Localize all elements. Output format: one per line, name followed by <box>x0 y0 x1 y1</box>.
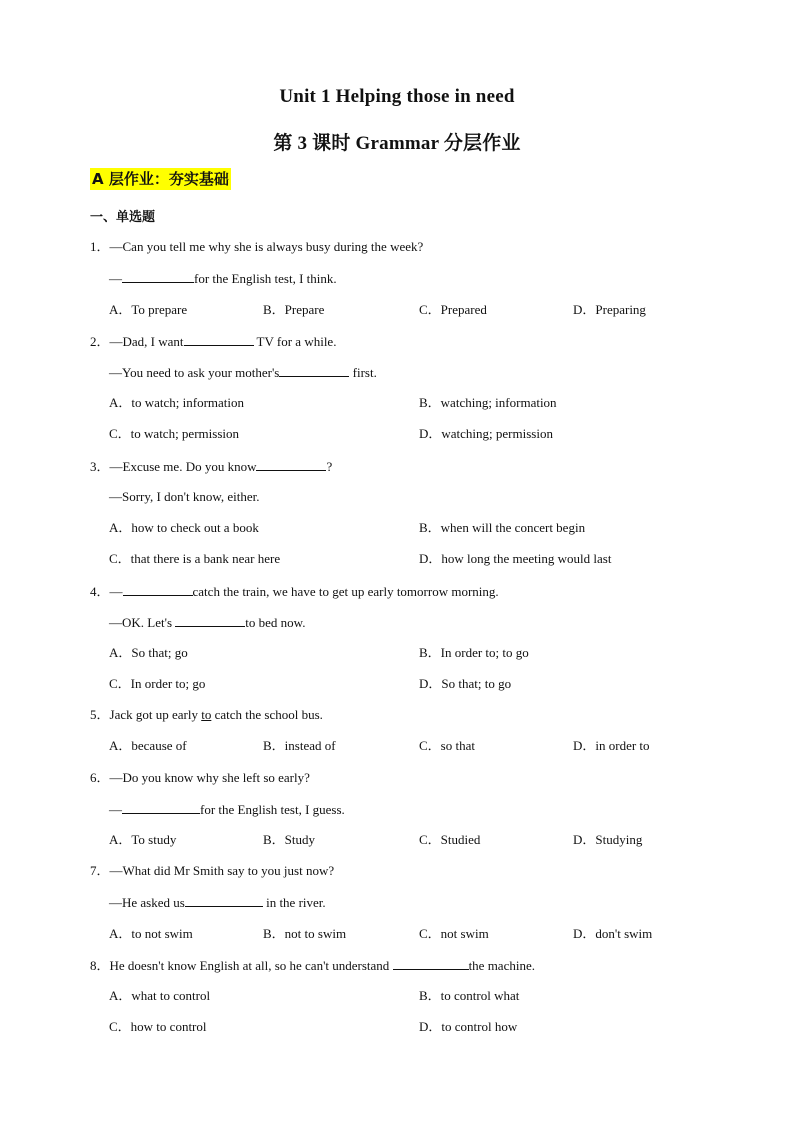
underlined-word: to <box>201 707 212 722</box>
question-7-answer <box>109 893 326 912</box>
answer-prefix: —OK. Let's <box>109 615 176 630</box>
q8-option-a[interactable]: A．what to control <box>109 988 211 1003</box>
q5-option-d[interactable]: D．in order to <box>573 738 650 753</box>
question-2-answer <box>109 363 377 382</box>
answer-blank <box>122 800 200 814</box>
answer-suffix: for the English test, I guess. <box>200 802 345 817</box>
stem-blank <box>123 582 193 596</box>
answer-prefix: — <box>109 802 122 817</box>
question-3-answer: —Sorry, I don't know, either. <box>109 489 260 504</box>
q1-option-d[interactable]: D．Preparing <box>573 302 646 317</box>
q7-option-a[interactable]: A．to not swim <box>109 926 193 941</box>
answer-blank <box>185 893 263 907</box>
question-number: 1． <box>90 239 110 254</box>
stem-blank <box>184 332 254 346</box>
stem-suffix: ? <box>326 459 333 474</box>
question-number: 5． <box>90 707 110 722</box>
q6-option-d[interactable]: D．Studying <box>573 832 643 847</box>
stem-prefix: —Dad, I want <box>109 334 184 349</box>
q8-option-b[interactable]: B．to control what <box>419 988 520 1003</box>
stem-blank <box>256 457 326 471</box>
q5-option-a[interactable]: A．because of <box>109 738 187 753</box>
question-1-stem <box>90 238 423 256</box>
q7-option-c[interactable]: C．not swim <box>419 926 489 941</box>
question-5-stem <box>90 706 323 724</box>
q6-option-a[interactable]: A．To study <box>109 832 177 847</box>
worksheet-subtitle: 第 3 课时 Grammar 分层作业 <box>273 133 521 154</box>
q6-option-b[interactable]: B．Study <box>263 832 316 847</box>
section-a-heading: A 层作业：夯实基础 <box>92 170 229 188</box>
question-1-answer <box>109 269 337 288</box>
q5-option-b[interactable]: B．instead of <box>263 738 336 753</box>
question-text: —Can you tell me why she is always busy during the week? <box>109 239 424 254</box>
question-number: 7． <box>90 863 110 878</box>
question-2-stem <box>90 332 336 351</box>
question-number: 3． <box>90 459 110 474</box>
question-number: 6． <box>90 770 110 785</box>
worksheet-title: Unit 1 Helping those in need <box>279 86 515 107</box>
q8-option-d[interactable]: D．to control how <box>419 1019 518 1034</box>
stem-prefix: Jack got up early <box>109 707 202 722</box>
answer-suffix: in the river. <box>262 895 326 910</box>
question-number: 2． <box>90 334 110 349</box>
part-heading: 一、单选题 <box>90 210 156 225</box>
q5-option-c[interactable]: C．so that <box>419 738 475 753</box>
q2-option-d[interactable]: D．watching; permission <box>419 426 553 441</box>
stem-prefix: He doesn't know English at all, so he can't understand <box>109 958 393 973</box>
question-4-stem <box>90 582 499 601</box>
stem-blank <box>393 956 469 970</box>
stem-prefix: —Excuse me. Do you know <box>109 459 257 474</box>
answer-suffix: first. <box>349 365 377 380</box>
q3-option-b[interactable]: B．when will the concert begin <box>419 520 586 535</box>
stem-suffix: catch the school bus. <box>211 707 323 722</box>
stem-suffix: the machine. <box>468 958 535 973</box>
answer-prefix: —You need to ask your mother's <box>109 365 280 380</box>
q6-option-c[interactable]: C．Studied <box>419 832 481 847</box>
question-number: 4． <box>90 584 110 599</box>
question-number: 8． <box>90 958 110 973</box>
q2-option-c[interactable]: C．to watch; permission <box>109 426 239 441</box>
stem-prefix: — <box>109 584 123 599</box>
q4-option-c[interactable]: C．In order to; go <box>109 676 206 691</box>
question-8-stem <box>90 956 535 975</box>
stem-suffix: catch the train, we have to get up early tomorrow morning. <box>192 584 499 599</box>
question-4-answer <box>109 613 305 632</box>
question-text: —What did Mr Smith say to you just now? <box>109 863 335 878</box>
q7-option-d[interactable]: D．don't swim <box>573 926 653 941</box>
q1-option-a[interactable]: A．To prepare <box>109 302 188 317</box>
q8-option-c[interactable]: C．how to control <box>109 1019 207 1034</box>
question-text: —Do you know why she left so early? <box>109 770 310 785</box>
answer-prefix: — <box>109 271 122 286</box>
answer-blank <box>175 613 245 627</box>
q3-option-c[interactable]: C．that there is a bank near here <box>109 551 281 566</box>
answer-prefix: —He asked us <box>109 895 185 910</box>
q4-option-b[interactable]: B．In order to; to go <box>419 645 529 660</box>
q3-option-d[interactable]: D．how long the meeting would last <box>419 551 612 566</box>
q4-option-a[interactable]: A．So that; go <box>109 645 188 660</box>
question-6-stem <box>90 769 310 787</box>
q7-option-b[interactable]: B．not to swim <box>263 926 347 941</box>
answer-blank <box>122 269 194 283</box>
answer-blank <box>279 363 349 377</box>
q2-option-a[interactable]: A．to watch; information <box>109 395 245 410</box>
q3-option-a[interactable]: A．how to check out a book <box>109 520 259 535</box>
answer-suffix: for the English test, I think. <box>194 271 337 286</box>
q1-option-c[interactable]: C．Prepared <box>419 302 487 317</box>
question-3-stem <box>90 457 332 476</box>
q1-option-b[interactable]: B．Prepare <box>263 302 325 317</box>
question-7-stem <box>90 862 334 880</box>
stem-suffix: TV for a while. <box>253 334 337 349</box>
answer-suffix: to bed now. <box>245 615 306 630</box>
q4-option-d[interactable]: D．So that; to go <box>419 676 512 691</box>
question-6-answer <box>109 800 345 819</box>
q2-option-b[interactable]: B．watching; information <box>419 395 557 410</box>
